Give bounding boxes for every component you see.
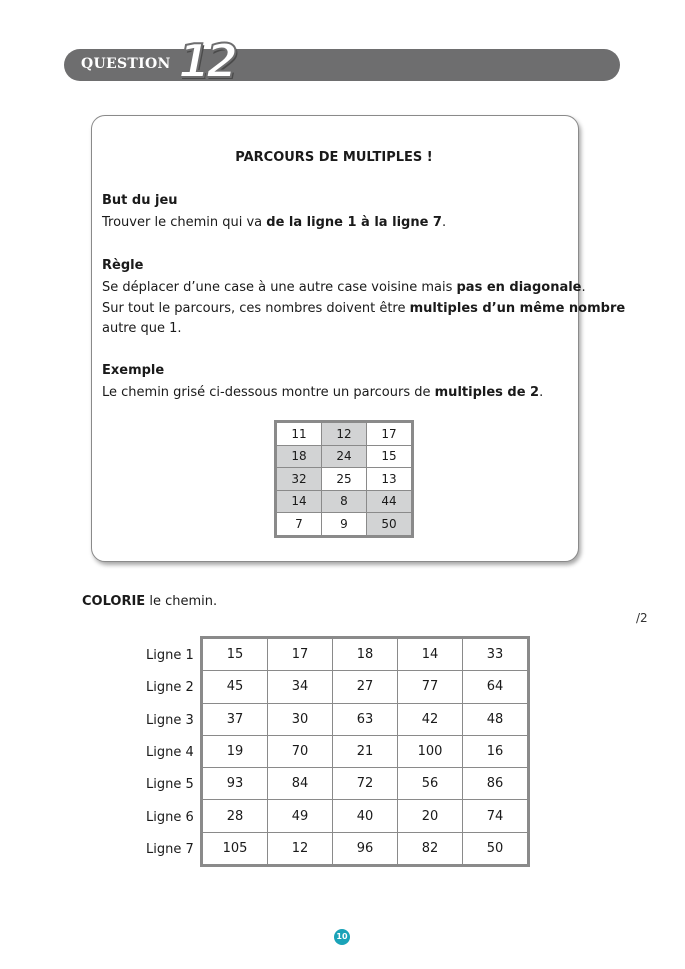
grid-cell[interactable]: 96 bbox=[333, 832, 398, 865]
example-cell: 14 bbox=[276, 490, 322, 513]
grid-cell[interactable]: 86 bbox=[463, 768, 529, 800]
row-label: Ligne 7 bbox=[146, 841, 194, 857]
question-label: QUESTION bbox=[81, 56, 171, 72]
grid-cell[interactable]: 49 bbox=[268, 800, 333, 832]
example-cell: 11 bbox=[276, 422, 322, 446]
row-label: Ligne 2 bbox=[146, 680, 194, 696]
row-label: Ligne 6 bbox=[146, 809, 194, 825]
grid-cell[interactable]: 30 bbox=[268, 703, 333, 735]
rules-title: PARCOURS DE MULTIPLES ! bbox=[235, 150, 433, 165]
grid-cell[interactable]: 84 bbox=[268, 768, 333, 800]
grid-cell[interactable]: 17 bbox=[268, 638, 333, 671]
grid-cell[interactable]: 16 bbox=[463, 735, 529, 767]
grid-cell[interactable]: 42 bbox=[398, 703, 463, 735]
grid-cell[interactable]: 33 bbox=[463, 638, 529, 671]
goal-heading: But du jeu bbox=[102, 193, 178, 208]
row-label: Ligne 1 bbox=[146, 648, 194, 663]
example-cell: 13 bbox=[367, 468, 413, 491]
example-cell: 15 bbox=[367, 445, 413, 468]
rule-line-3: autre que 1. bbox=[102, 321, 182, 336]
row-label: Ligne 5 bbox=[146, 777, 194, 793]
page-number: 10 bbox=[334, 929, 350, 945]
example-cell: 50 bbox=[367, 513, 413, 537]
example-heading: Exemple bbox=[102, 363, 165, 378]
grid-cell[interactable]: 34 bbox=[268, 671, 333, 703]
grid-cell[interactable]: 19 bbox=[202, 735, 268, 767]
grid-cell[interactable]: 48 bbox=[463, 703, 529, 735]
grid-cell[interactable]: 12 bbox=[268, 832, 333, 865]
grid-cell[interactable]: 70 bbox=[268, 735, 333, 767]
goal-text: Trouver le chemin qui va de la ligne 1 à la ligne 7. bbox=[102, 215, 447, 230]
grid-cell[interactable]: 15 bbox=[202, 638, 268, 671]
grid-cell[interactable]: 63 bbox=[333, 703, 398, 735]
example-row bbox=[276, 422, 413, 446]
score: /2 bbox=[636, 611, 648, 625]
grid-cell[interactable]: 77 bbox=[398, 671, 463, 703]
example-row bbox=[276, 445, 413, 468]
grid-row bbox=[202, 638, 529, 671]
grid-cell[interactable]: 45 bbox=[202, 671, 268, 703]
grid-cell[interactable]: 93 bbox=[202, 768, 268, 800]
example-cell: 32 bbox=[276, 468, 322, 491]
grid-cell[interactable]: 74 bbox=[463, 800, 529, 832]
grid-cell[interactable]: 72 bbox=[333, 768, 398, 800]
example-cell: 44 bbox=[367, 490, 413, 513]
grid-cell[interactable]: 100 bbox=[398, 735, 463, 767]
example-cell: 18 bbox=[276, 445, 322, 468]
grid-cell[interactable]: 18 bbox=[333, 638, 398, 671]
example-cell: 25 bbox=[322, 468, 367, 491]
grid-row bbox=[202, 735, 529, 767]
main-grid bbox=[200, 636, 530, 867]
example-cell: 24 bbox=[322, 445, 367, 468]
grid-row bbox=[202, 768, 529, 800]
grid-cell[interactable]: 37 bbox=[202, 703, 268, 735]
row-label: Ligne 3 bbox=[146, 712, 194, 728]
example-cell: 8 bbox=[322, 490, 367, 513]
grid-row bbox=[202, 832, 529, 865]
example-cell: 7 bbox=[276, 513, 322, 537]
grid-cell[interactable]: 64 bbox=[463, 671, 529, 703]
grid-cell[interactable]: 27 bbox=[333, 671, 398, 703]
example-row bbox=[276, 513, 413, 537]
rule-heading: Règle bbox=[102, 258, 144, 273]
rule-line-2: Sur tout le parcours, ces nombres doivent être multiples d’un même nombre bbox=[102, 301, 626, 316]
grid-row bbox=[202, 800, 529, 832]
example-text: Le chemin grisé ci-dessous montre un parcours de multiples de 2. bbox=[102, 385, 544, 400]
question-number: 12 bbox=[178, 34, 235, 88]
row-label: Ligne 4 bbox=[146, 744, 194, 760]
example-cell: 12 bbox=[322, 422, 367, 446]
example-cell: 17 bbox=[367, 422, 413, 446]
grid-cell[interactable]: 40 bbox=[333, 800, 398, 832]
grid-cell[interactable]: 50 bbox=[463, 832, 529, 865]
grid-cell[interactable]: 28 bbox=[202, 800, 268, 832]
grid-row bbox=[202, 671, 529, 703]
example-row bbox=[276, 490, 413, 513]
example-grid bbox=[274, 420, 414, 538]
instruction: COLORIE le chemin. bbox=[82, 594, 218, 609]
grid-cell[interactable]: 56 bbox=[398, 768, 463, 800]
example-row bbox=[276, 468, 413, 491]
grid-cell[interactable]: 105 bbox=[202, 832, 268, 865]
example-cell: 9 bbox=[322, 513, 367, 537]
rule-line-1: Se déplacer d’une case à une autre case voisine mais pas en diagonale. bbox=[102, 280, 586, 295]
grid-cell[interactable]: 21 bbox=[333, 735, 398, 767]
grid-cell[interactable]: 14 bbox=[398, 638, 463, 671]
grid-row bbox=[202, 703, 529, 735]
grid-cell[interactable]: 82 bbox=[398, 832, 463, 865]
grid-cell[interactable]: 20 bbox=[398, 800, 463, 832]
